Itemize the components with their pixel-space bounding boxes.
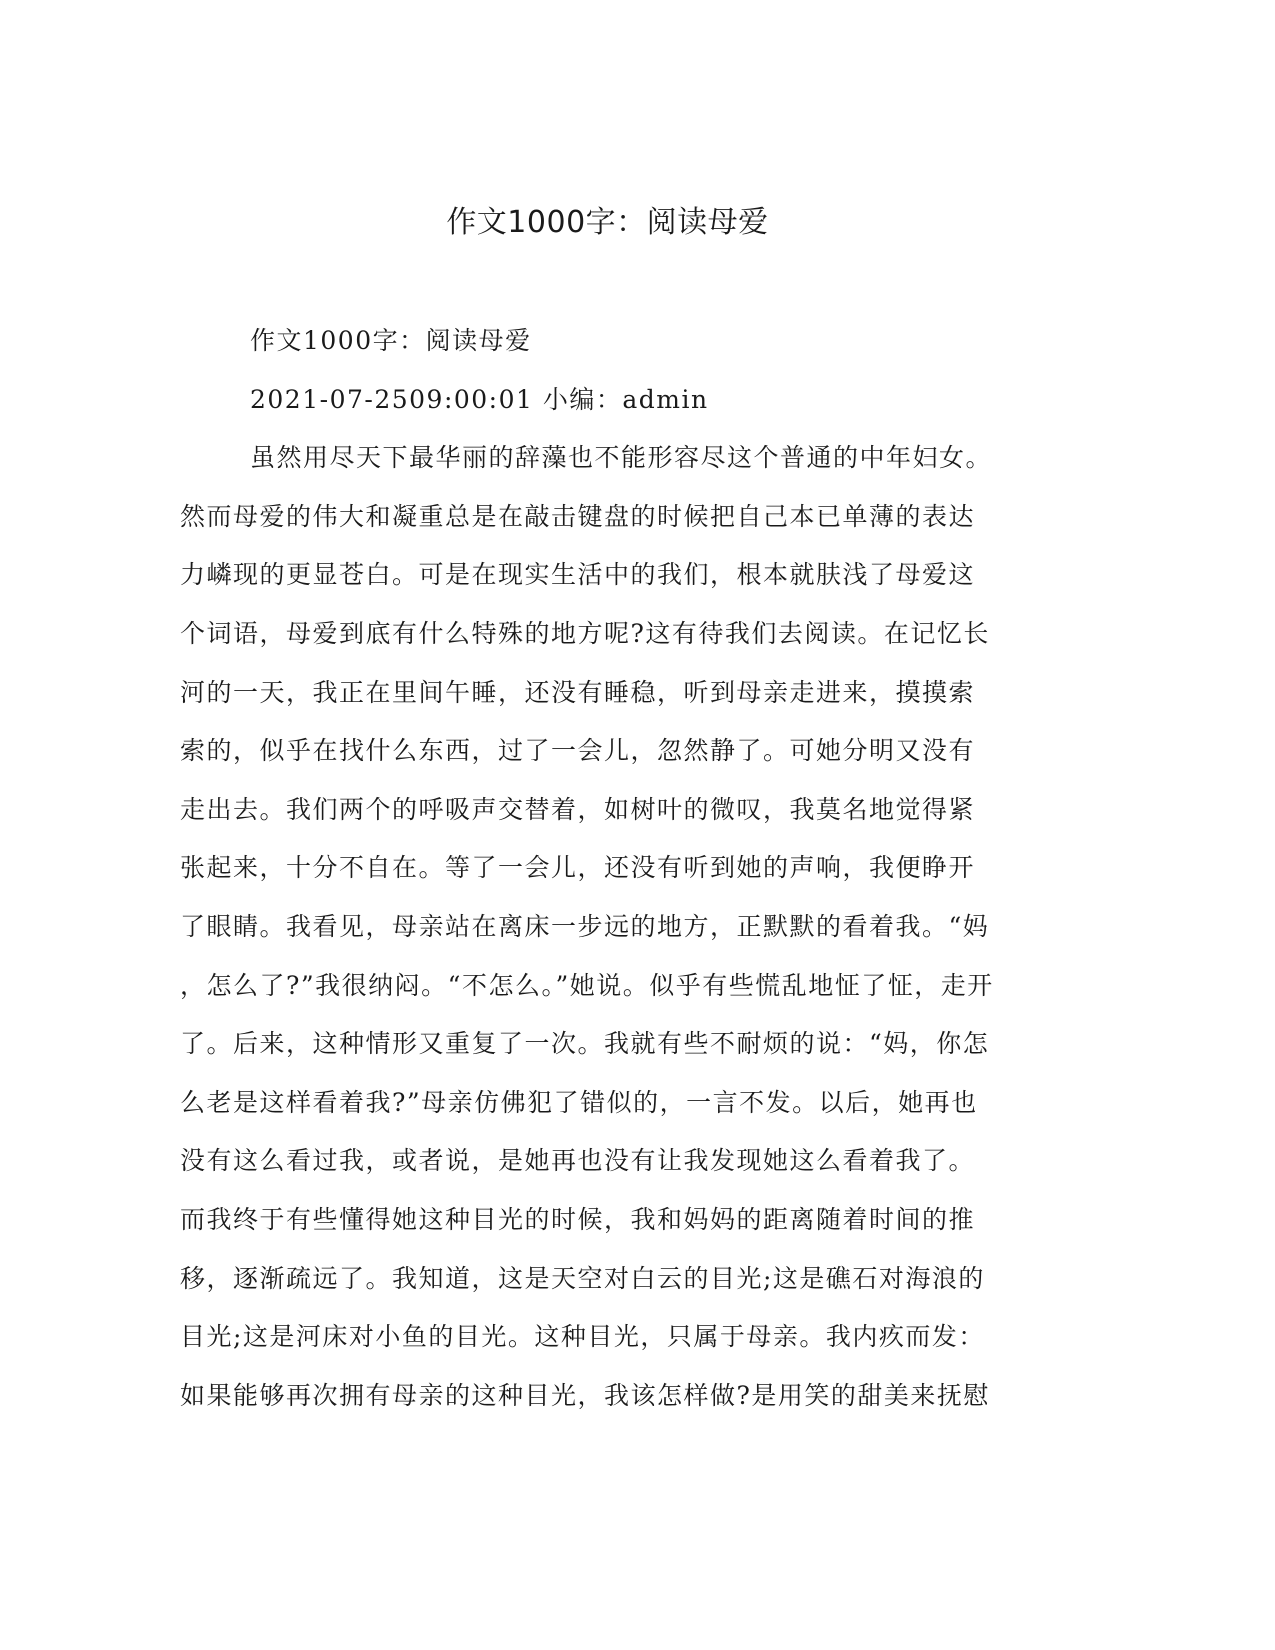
paragraph-line: 河的一天，我正在里间午睡，还没有睡稳，听到母亲走进来，摸摸索 [180, 677, 976, 707]
paragraph-line: 走出去。我们两个的呼吸声交替着，如树叶的微叹，我莫名地觉得紧 [180, 794, 976, 824]
paragraph-line: 移，逐渐疏远了。我知道，这是天空对白云的目光;这是礁石对海浪的 [180, 1263, 985, 1293]
article-paragraph [180, 429, 1030, 1425]
paragraph-line: 力嶙现的更显苍白。可是在现实生活中的我们，根本就肤浅了母爱这 [180, 560, 976, 590]
paragraph-line: 么老是这样看着我?”母亲仿佛犯了错似的，一言不发。以后，她再也 [180, 1087, 978, 1117]
document-title: 作文1000字：阅读母爱 [446, 205, 769, 240]
paragraph-line: ，怎么了?”我很纳闷。“不怎么。”她说。似乎有些慌乱地怔了怔，走开 [180, 970, 994, 1000]
paragraph-line: 没有这么看过我，或者说，是她再也没有让我发现她这么看着我了。 [180, 1146, 976, 1176]
paragraph-line: 目光;这是河床对小鱼的目光。这种目光，只属于母亲。我内疚而发： [180, 1322, 985, 1352]
document-body [180, 312, 1030, 1425]
paragraph-line: 如果能够再次拥有母亲的这种目光，我该怎样做?是用笑的甜美来抚慰 [180, 1380, 990, 1410]
paragraph-line: 而我终于有些懂得她这种目光的时候，我和妈妈的距离随着时间的推 [180, 1204, 976, 1234]
paragraph-line: 然而母爱的伟大和凝重总是在敲击键盘的时候把自己本已单薄的表达 [180, 501, 976, 531]
paragraph-line: 虽然用尽天下最华丽的辞藻也不能形容尽这个普通的中年妇女。 [250, 443, 993, 473]
paragraph-line: 索的，似乎在找什么东西，过了一会儿，忽然静了。可她分明又没有 [180, 736, 976, 766]
paragraph-line: 张起来，十分不自在。等了一会儿，还没有听到她的声响，我便睁开 [180, 853, 976, 883]
paragraph-line: 了眼睛。我看见，母亲站在离床一步远的地方，正默默的看着我。“妈 [180, 911, 990, 941]
article-meta: 2021-07-2509:00:01 小编：admin [250, 384, 709, 414]
paragraph-line: 个词语，母爱到底有什么特殊的地方呢?这有待我们去阅读。在记忆长 [180, 618, 990, 648]
paragraph-line: 了。后来，这种情形又重复了一次。我就有些不耐烦的说：“妈，你怎 [180, 1029, 990, 1059]
article-subtitle: 作文1000字：阅读母爱 [250, 326, 532, 355]
